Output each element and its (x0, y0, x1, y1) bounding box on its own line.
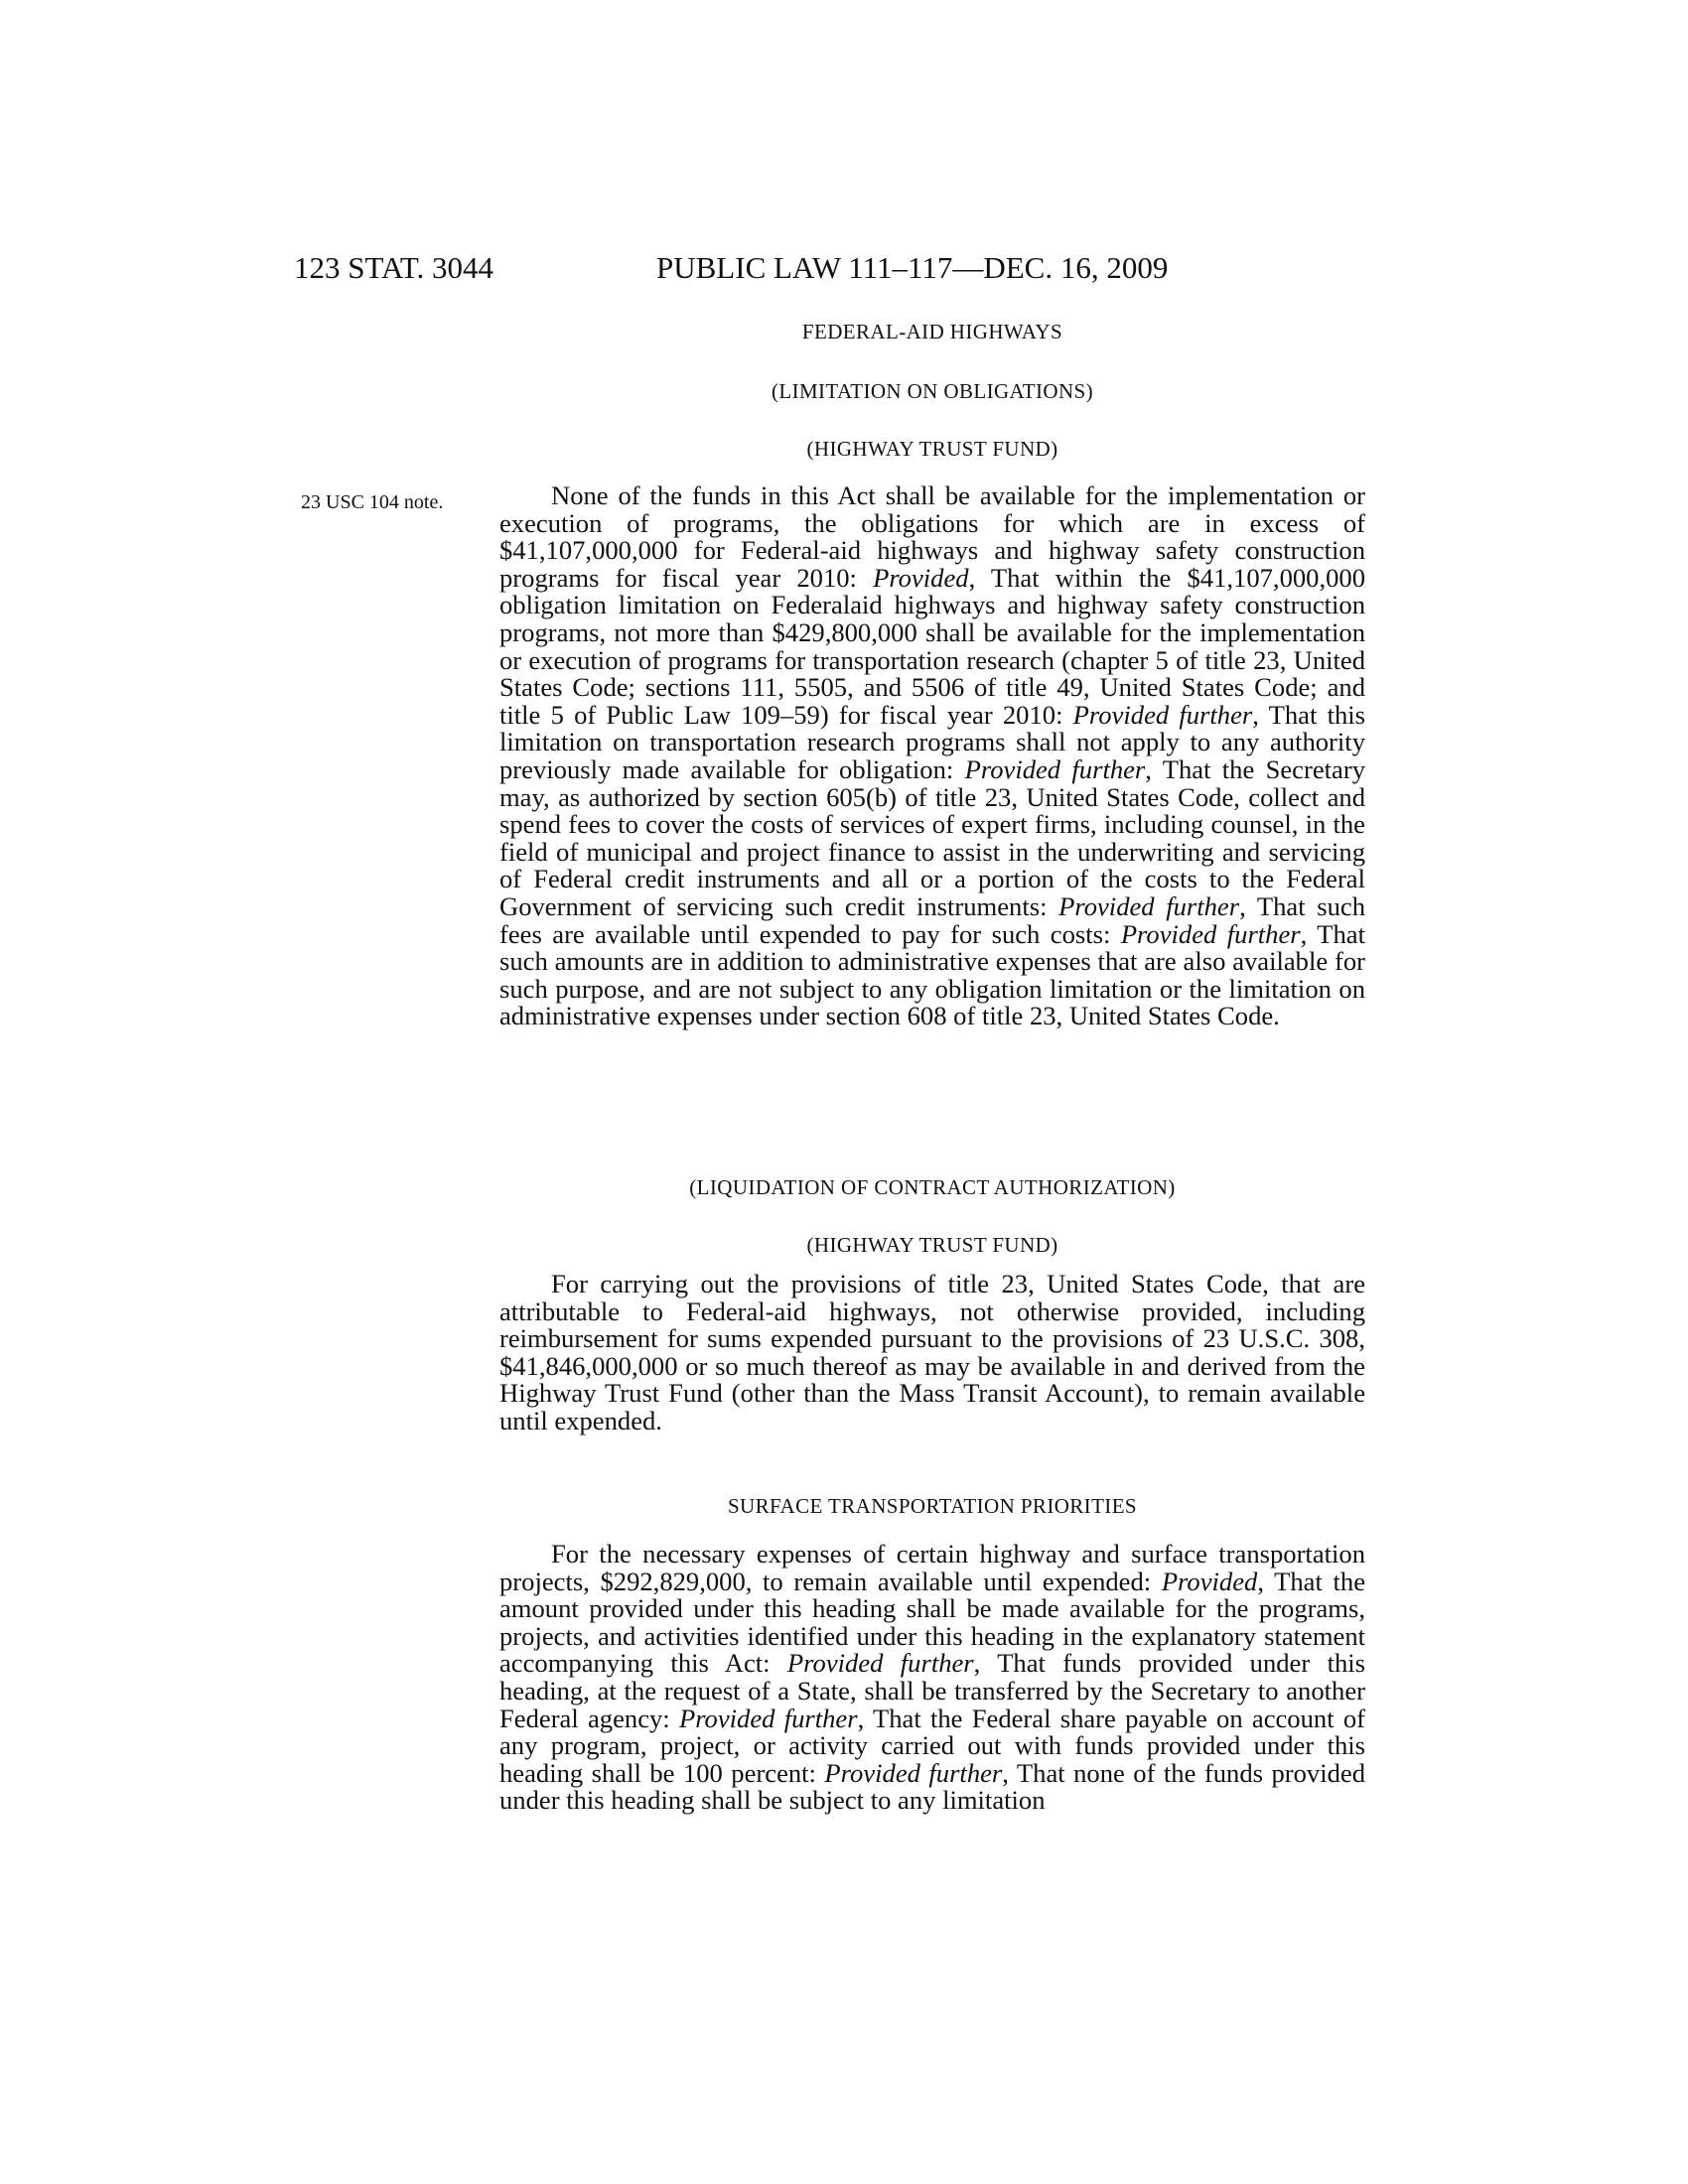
heading-highway-trust-fund: (HIGHWAY TRUST FUND) (806, 437, 1058, 461)
proviso-phrase: Provided further (964, 753, 1146, 784)
proviso-phrase: Provided further (678, 1703, 858, 1733)
proviso-phrase: Provided (873, 562, 969, 593)
proviso-phrase: Provided further (1120, 918, 1301, 949)
paragraph-surface-transportation-priorities: For the necessary expenses of certain highway and surface transportation projects, $292,829,000, to remain available until expended: Provided, That the amount provided under this heading shall be made available for the programs, projects, and activities identified under this heading in the explanatory statement accompanying this Act: Provided further, That funds provided under this heading, at the request of a State, shall be transferred by the Secretary to another Federal agency: Provided further, That the Federal share payable on account of any program, project, or activity carried out with funds provided under this heading shall be 100 percent: Provided further, That none of the funds provided under this heading shall be subject to any limitation (499, 1539, 1365, 1816)
heading-highway-trust-fund-2: (HIGHWAY TRUST FUND) (806, 1233, 1058, 1257)
statute-page-number: 123 STAT. 3044 (294, 250, 494, 285)
heading-limitation-on-obligations: (LIMITATION ON OBLIGATIONS) (771, 379, 1094, 403)
paragraph-limitation-on-obligations: None of the funds in this Act shall be available for the implementation or execution of programs, the obligations for which are in excess of $41,107,000,000 for Federal-aid highways and highway safety construction programs for fiscal year 2010: Provided, That within the $41,107,000,000 obligation limitation on Federalaid highways and highway safety construction programs, not more than $429,800,000 shall be available for the implementation or execution of programs for transportation research (chapter 5 of title 23, United States Code; sections 111, 5505, and 5506 of title 49, United States Code; and title 5 of Public Law 109–59) for fiscal year 2010: Provided further, That this limitation on transportation research programs shall not apply to any authority previously made available for obligation: Provided further, That the Secretary may, as authorized by section 605(b) of title 23, United States Code, collect and spend fees to cover the costs of services of expert firms, including counsel, in the field of municipal and project finance to assist in the underwriting and servicing of Federal credit instruments and all or a portion of the costs to the Federal Government of servicing such credit instruments: Provided further, That such fees are available until expended to pay for such costs: Provided further, That such amounts are in addition to administrative expenses that are also available for such purpose, and are not subject to any obligation limitation or the limitation on administrative expenses under section 608 of title 23, United States Code. (499, 480, 1365, 1031)
proviso-phrase: Provided further (1058, 890, 1240, 921)
margin-note: 23 USC 104 note. (301, 491, 444, 513)
heading-liquidation-of-contract-authorization: (LIQUIDATION OF CONTRACT AUTHORIZATION) (689, 1175, 1176, 1199)
proviso-phrase: Provided further (786, 1648, 974, 1679)
proviso-phrase: Provided further (824, 1757, 1003, 1788)
heading-surface-transportation-priorities: SURFACE TRANSPORTATION PRIORITIES (727, 1494, 1138, 1518)
proviso-phrase: Provided further (1072, 699, 1253, 730)
public-law-title: PUBLIC LAW 111–117—DEC. 16, 2009 (656, 250, 1169, 285)
heading-federal-aid-highways: FEDERAL-AID HIGHWAYS (801, 320, 1063, 343)
page-header (294, 248, 1366, 288)
proviso-phrase: Provided (1161, 1566, 1258, 1596)
paragraph-liquidation-of-contract-authorization: For carrying out the provisions of title 23, United States Code, that are attributable to Federal-aid highways, not otherwise provided, including reimbursement for sums expended pursuant to the provisions of 23 U.S.C. 308, $41,846,000,000 or so much thereof as may be available in and derived from the Highway Trust Fund (other than the Mass Transit Account), to remain available until expended. (499, 1269, 1365, 1435)
